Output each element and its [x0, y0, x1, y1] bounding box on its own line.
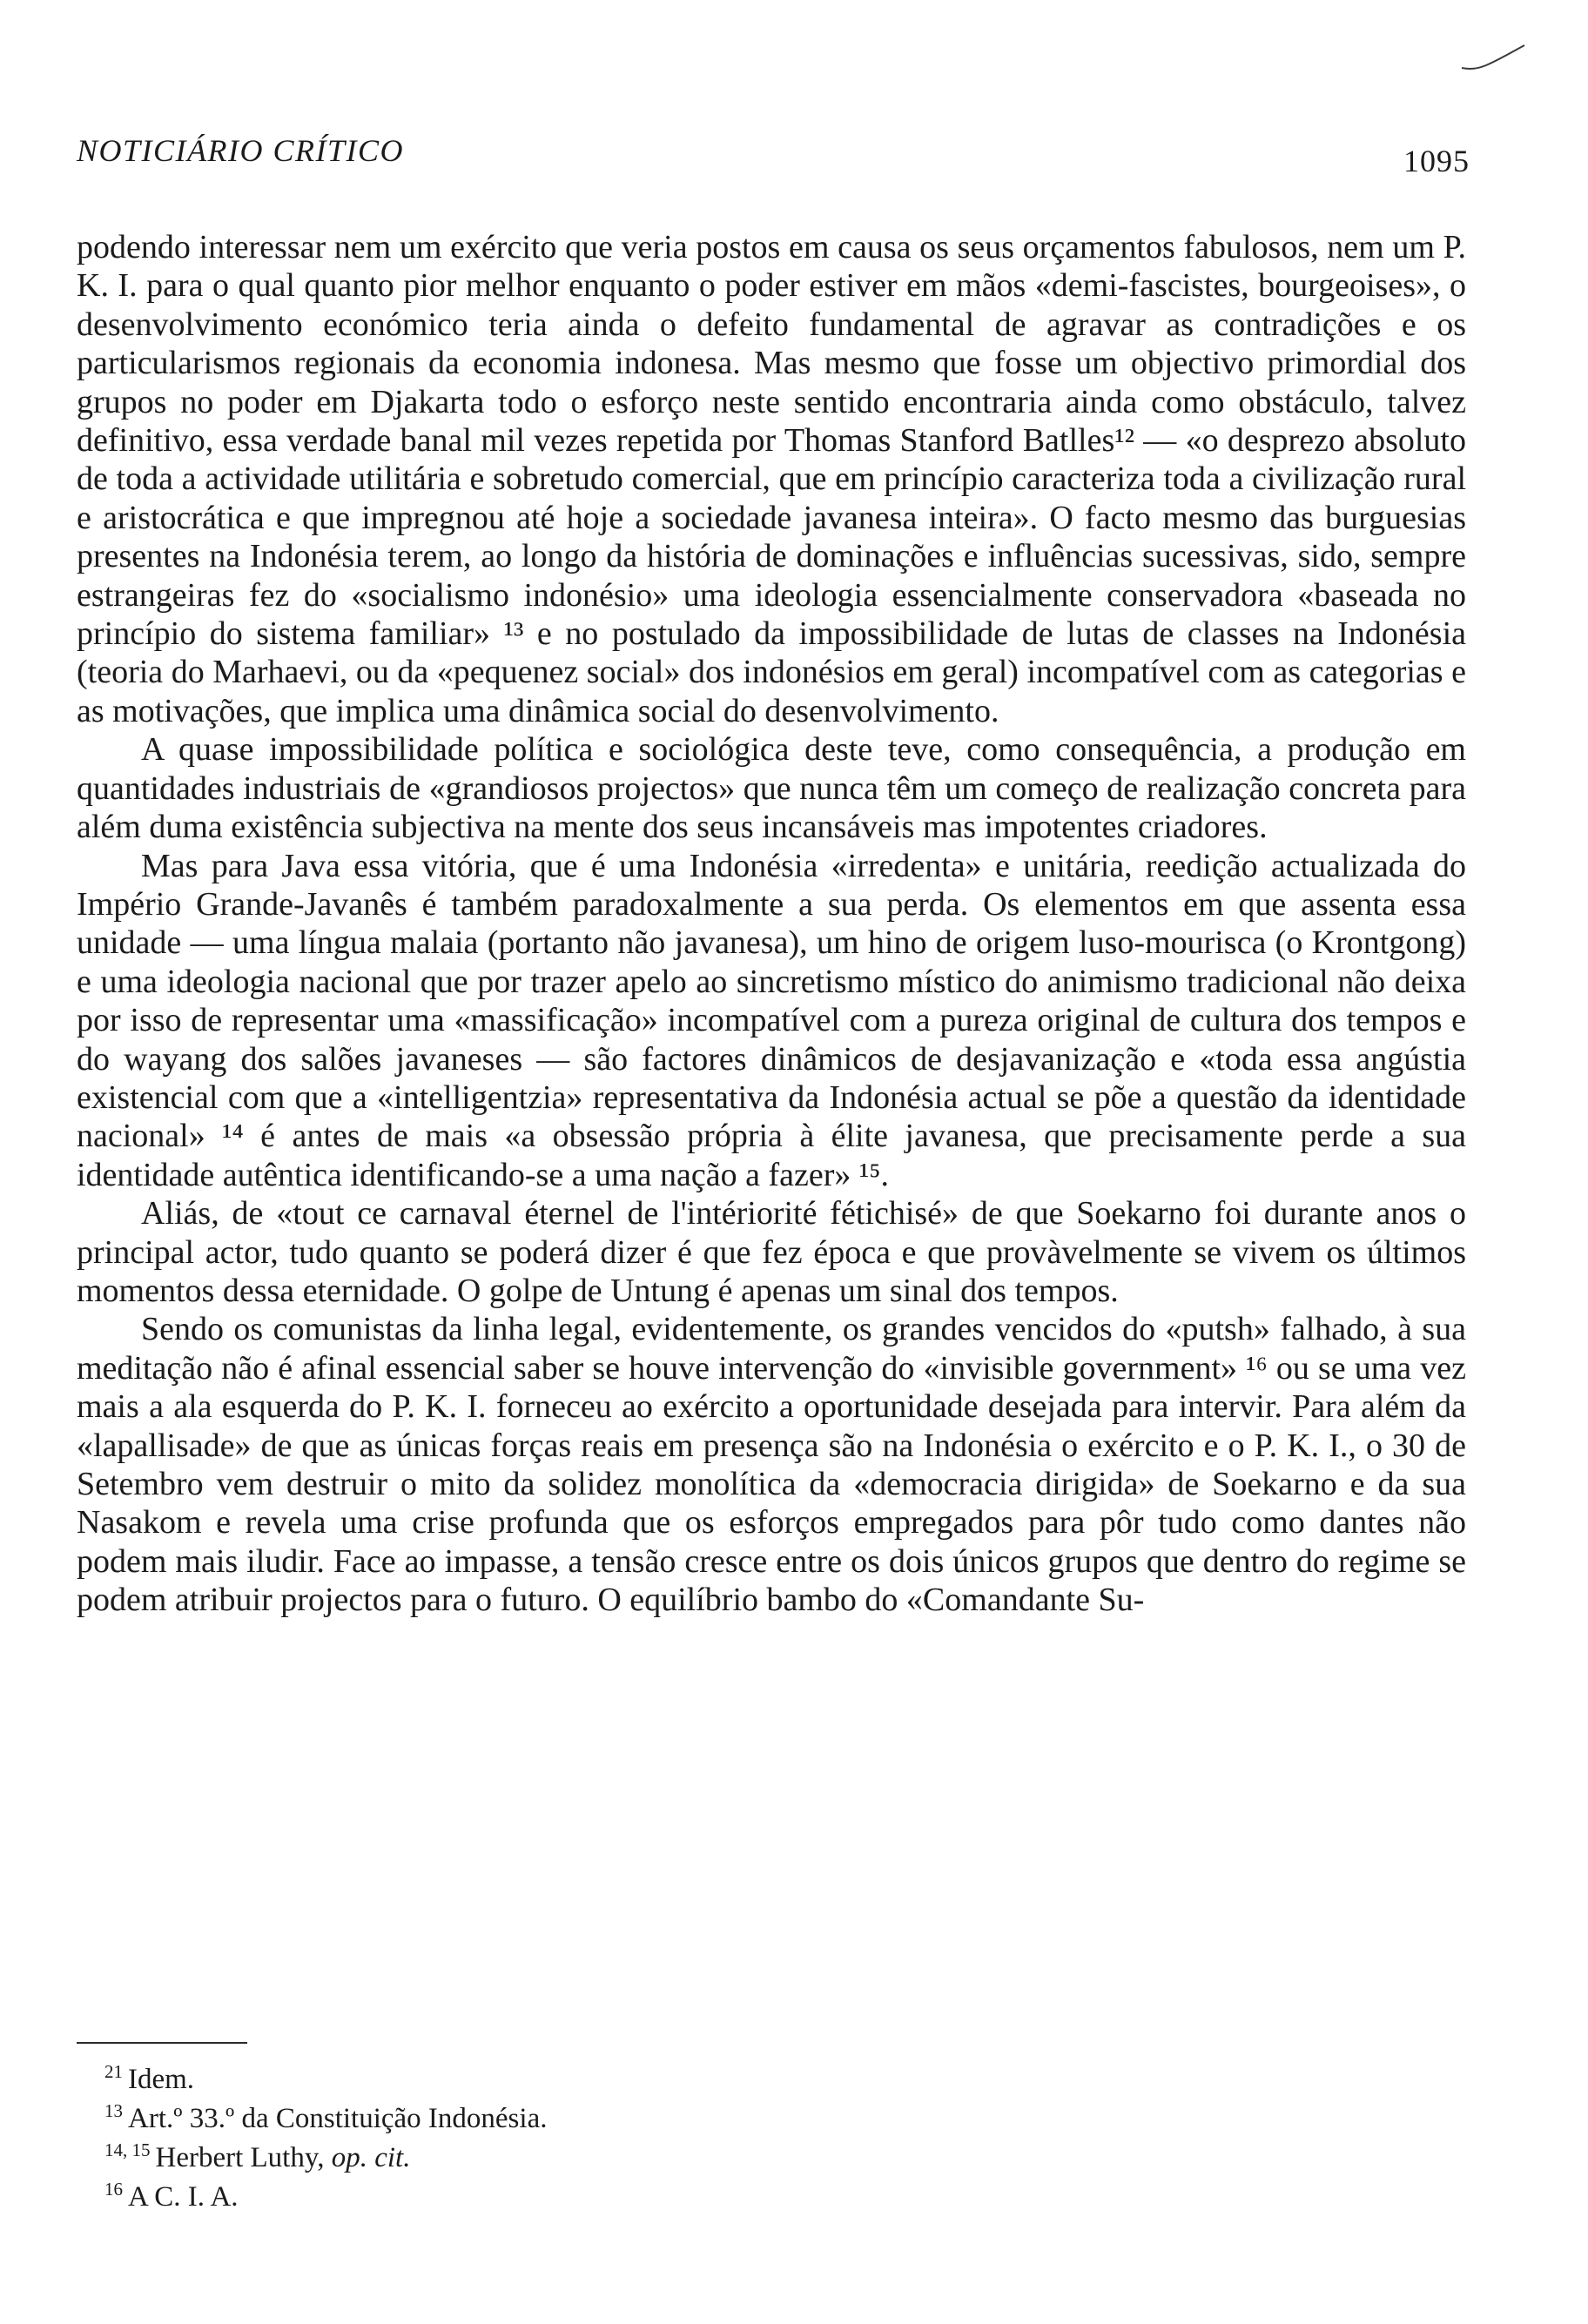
footnote-mark: 16	[104, 2179, 123, 2200]
footnotes	[104, 2056, 1149, 2213]
pen-mark-icon	[1458, 42, 1528, 73]
paragraph: Sendo os comunistas da linha legal, evidentemente, os grandes vencidos do «putsh» falhado, à sua meditação não é afinal essencial saber se houve intervenção do «invisible government» ¹⁶ ou se uma vez mais a ala esquerda do P. K. I. forneceu ao exército a oportunidade desejada para intervir. Para além da «lapallisade» de que as únicas forças reais em presença são na Indonésia o exército e o P. K. I., o 30 de Setembro vem destruir o mito da solidez monolítica da «democracia dirigida» de Soekarno e da sua Nasakom e revela uma crise profunda que os esforços empregados para pôr tudo como dantes não podem mais iludir. Face ao impasse, a tensão cresce entre os dois únicos grupos que dentro do regime se podem atribuir projectos para o futuro. O equilíbrio bambo do «Comandante Su-	[77, 1311, 1466, 1619]
page-number: 1095	[1403, 144, 1470, 178]
body-text	[77, 228, 1466, 1620]
footnote-mark: 21	[104, 2061, 123, 2082]
paragraph: Aliás, de «tout ce carnaval éternel de l'intériorité fétichisé» de que Soekarno foi durante anos o principal actor, tudo quanto se poderá dizer é que fez época e que provàvelmente se vivem os últimos momentos dessa eternidade. O golpe de Untung é apenas um sinal dos tempos.	[77, 1195, 1466, 1309]
footnote-mark: 14, 15	[104, 2139, 151, 2160]
footnote	[104, 2056, 1149, 2095]
footnote-divider	[77, 2042, 247, 2044]
footnote	[104, 2095, 1149, 2134]
paragraph: A quase impossibilidade política e sociológica deste teve, como consequência, a produção em quantidades industriais de «grandiosos projectos» que nunca têm um começo de realização concreta para além duma existência subjectiva na mente dos seus incansáveis mas impotentes criadores.	[77, 731, 1466, 846]
paragraph: podendo interessar nem um exército que veria postos em causa os seus orçamentos fabulosos, nem um P. K. I. para o qual quanto pior melhor enquanto o poder estiver em mãos «demi-fascistes, bourgeoises», o desenvolvimento económico teria ainda o defeito fundamental de agravar as contradições e os particularismos regionais da economia indonesa. Mas mesmo que fosse um objectivo primordial dos grupos no poder em Djakarta todo o esforço neste sentido encontraria ainda como obstáculo, talvez definitivo, essa verdade banal mil vezes repetida por Thomas Stanford Batlles¹² — «o desprezo absoluto de toda a actividade utilitária e sobretudo comercial, que em princípio caracteriza toda a civilização rural e aristocrática e que impregnou até hoje a sociedade javanesa inteira». O facto mesmo das burguesias presentes na Indonésia terem, ao longo da história de dominações e influências sucessivas, sido, sempre estrangeiras fez do «socialismo indonésio» uma ideologia essencialmente conservadora «baseada no princípio do sistema familiar» ¹³ e no postulado da impossibilidade de lutas de classes na Indonésia (teoria do Marhaevi, ou da «pequenez social» dos indonésios em geral) incompatível com as categorias e as motivações, que implica uma dinâmica social do desenvolvimento.	[77, 229, 1466, 729]
footnote	[104, 2134, 1149, 2173]
footnote	[104, 2173, 1149, 2213]
running-title: NOTICIÁRIO CRÍTICO	[77, 133, 404, 168]
footnote-mark: 13	[104, 2100, 123, 2121]
footnote-italic-text: op. cit.	[331, 2142, 411, 2173]
paragraph: Mas para Java essa vitória, que é uma Indonésia «irredenta» e unitária, reedição actualizada do Império Grande-Javanês é também paradoxalmente a sua perda. Os elementos em que assenta essa unidade — uma língua malaia (portanto não javanesa), um hino de origem luso-mourisca (o Krontgong) e uma ideologia nacional que por trazer apelo ao sincretismo místico do animismo tradicional não deixa por isso de representar uma «massificação» incompatível com a pureza original de cultura dos tempos e do wayang dos salões javaneses — são factores dinâmicos de desjavanização e «toda essa angústia existencial com que a «intelligentzia» representativa da Indonésia actual se põe a questão da identidade nacional» ¹⁴ é antes de mais «a obsessão própria à élite javanesa, que precisamente perde a sua identidade autêntica identificando-se a uma nação a fazer» ¹⁵.	[77, 847, 1466, 1193]
running-head	[77, 132, 1504, 176]
footnote-text: Herbert Luthy,	[155, 2142, 332, 2173]
footnote-text: Idem.	[128, 2064, 195, 2095]
footnote-text: Art.º 33.º da Constituição Indonésia.	[128, 2103, 548, 2134]
footnote-text: A C. I. A.	[128, 2181, 239, 2213]
